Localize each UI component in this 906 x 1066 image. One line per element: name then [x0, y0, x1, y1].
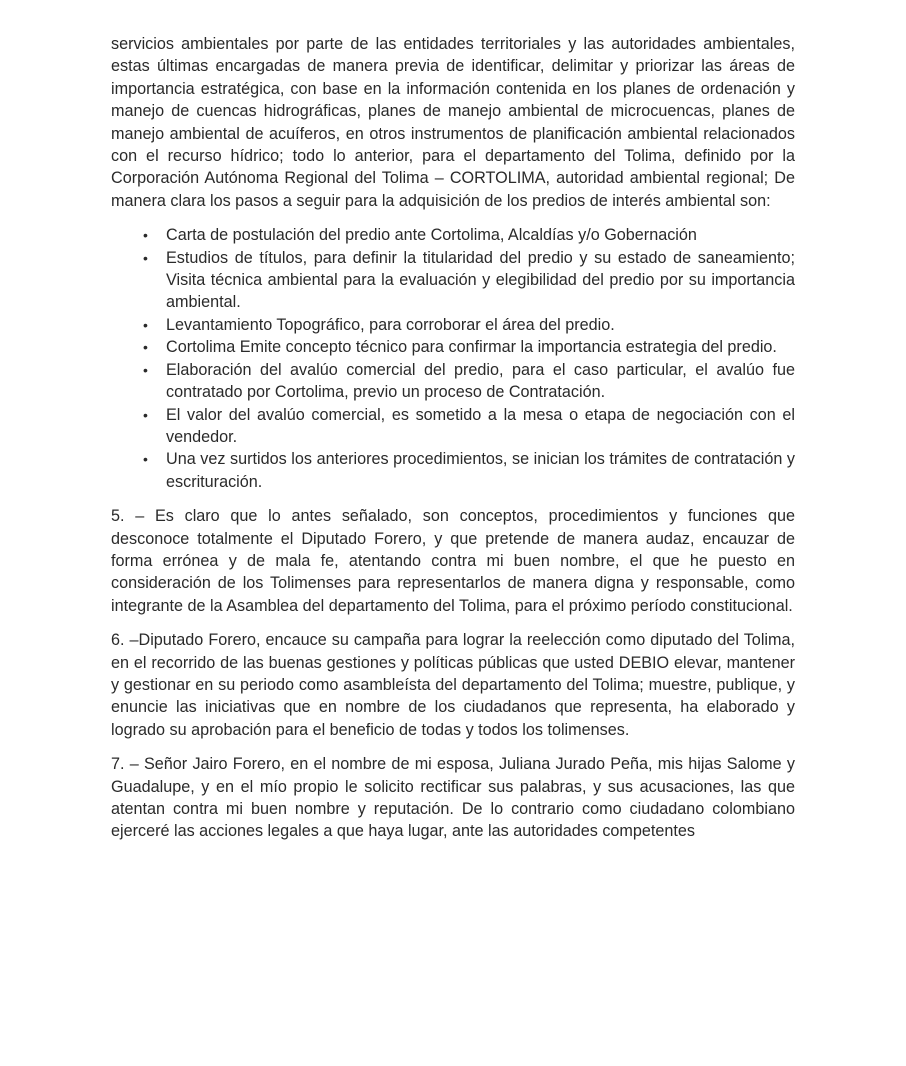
list-item-text: El valor del avalúo comercial, es sometido a la mesa o etapa de negociación con el vendedor.	[166, 405, 795, 446]
acquisition-steps-list	[111, 224, 795, 493]
point-7-paragraph: 7. – Señor Jairo Forero, en el nombre de mi esposa, Juliana Jurado Peña, mis hijas Salome y Guadalupe, y en el mío propio le solicito rectificar sus palabras, y sus acusaciones, las que atentan contra mi buen nombre y reputación. De lo contrario como ciudadano colombiano ejerceré las acciones legales a que haya lugar, ante las autoridades competentes	[111, 755, 795, 841]
list-item	[111, 359, 795, 404]
bullet-icon: •	[143, 249, 148, 266]
point-6-paragraph: 6. –Diputado Forero, encauce su campaña para lograr la reelección como diputado del Tolima, en el recorrido de las buenas gestiones y políticas públicas que usted DEBIO elevar, mantener y gestionar en su periodo como asambleísta del departamento del Tolima; muestre, publique, y enuncie las iniciativas que en nombre de los ciudadanos que representa, ha elaborado y logrado su aprobación para el beneficio de todas y todos los tolimenses.	[111, 631, 795, 739]
bullet-icon: •	[143, 451, 148, 468]
bullet-icon: •	[143, 406, 148, 423]
list-item-text: Una vez surtidos los anteriores procedimientos, se inician los trámites de contratación y escrituración.	[166, 450, 795, 491]
list-item	[111, 448, 795, 493]
bullet-icon: •	[143, 227, 148, 244]
bullet-icon: •	[143, 316, 148, 333]
bullet-icon: •	[143, 361, 148, 378]
document-page	[111, 33, 795, 855]
list-item-text: Levantamiento Topográfico, para corroborar el área del predio.	[166, 315, 615, 334]
bullet-icon: •	[143, 339, 148, 356]
list-item	[111, 336, 795, 358]
list-item	[111, 404, 795, 449]
list-item-text: Elaboración del avalúo comercial del predio, para el caso particular, el avalúo fue contratado por Cortolima, previo un proceso de Contratación.	[166, 360, 795, 402]
list-item	[111, 247, 795, 314]
list-item-text: Cortolima Emite concepto técnico para confirmar la importancia estrategia del predio.	[166, 338, 777, 357]
intro-paragraph: servicios ambientales por parte de las entidades territoriales y las autoridades ambientales, estas últimas encargadas de manera previa de identificar, delimitar y priorizar las áreas de importancia estratégica, con base en la información contenida en los planes de ordenación y manejo de cuencas hidrográficas, planes de manejo ambiental de microcuencas, planes de manejo ambiental de acuíferos, en otros instrumentos de planificación ambiental relacionados con el recurso hídrico; todo lo anterior, para el departamento del Tolima, definido por la Corporación Autónoma Regional del Tolima – CORTOLIMA, autoridad ambiental regional; De manera clara los pasos a seguir para la adquisición de los predios de interés ambiental son:	[111, 35, 795, 210]
list-item	[111, 314, 795, 336]
list-item-text: Carta de postulación del predio ante Cortolima, Alcaldías y/o Gobernación	[166, 226, 697, 245]
list-item	[111, 224, 795, 246]
list-item-text: Estudios de títulos, para definir la titularidad del predio y su estado de saneamiento; Visita técnica ambiental para la evaluación y elegibilidad del predio por su importancia ambiental.	[166, 248, 795, 312]
point-5-paragraph: 5. – Es claro que lo antes señalado, son conceptos, procedimientos y funciones que desconoce totalmente el Diputado Forero, y que pretende de manera audaz, encauzar de forma errónea y de mala fe, atentando contra mi buen nombre, el que he puesto en consideración de los Tolimenses para representarlos de manera digna y responsable, como integrante de la Asamblea del departamento del Tolima, para el próximo período constitucional.	[111, 507, 795, 615]
